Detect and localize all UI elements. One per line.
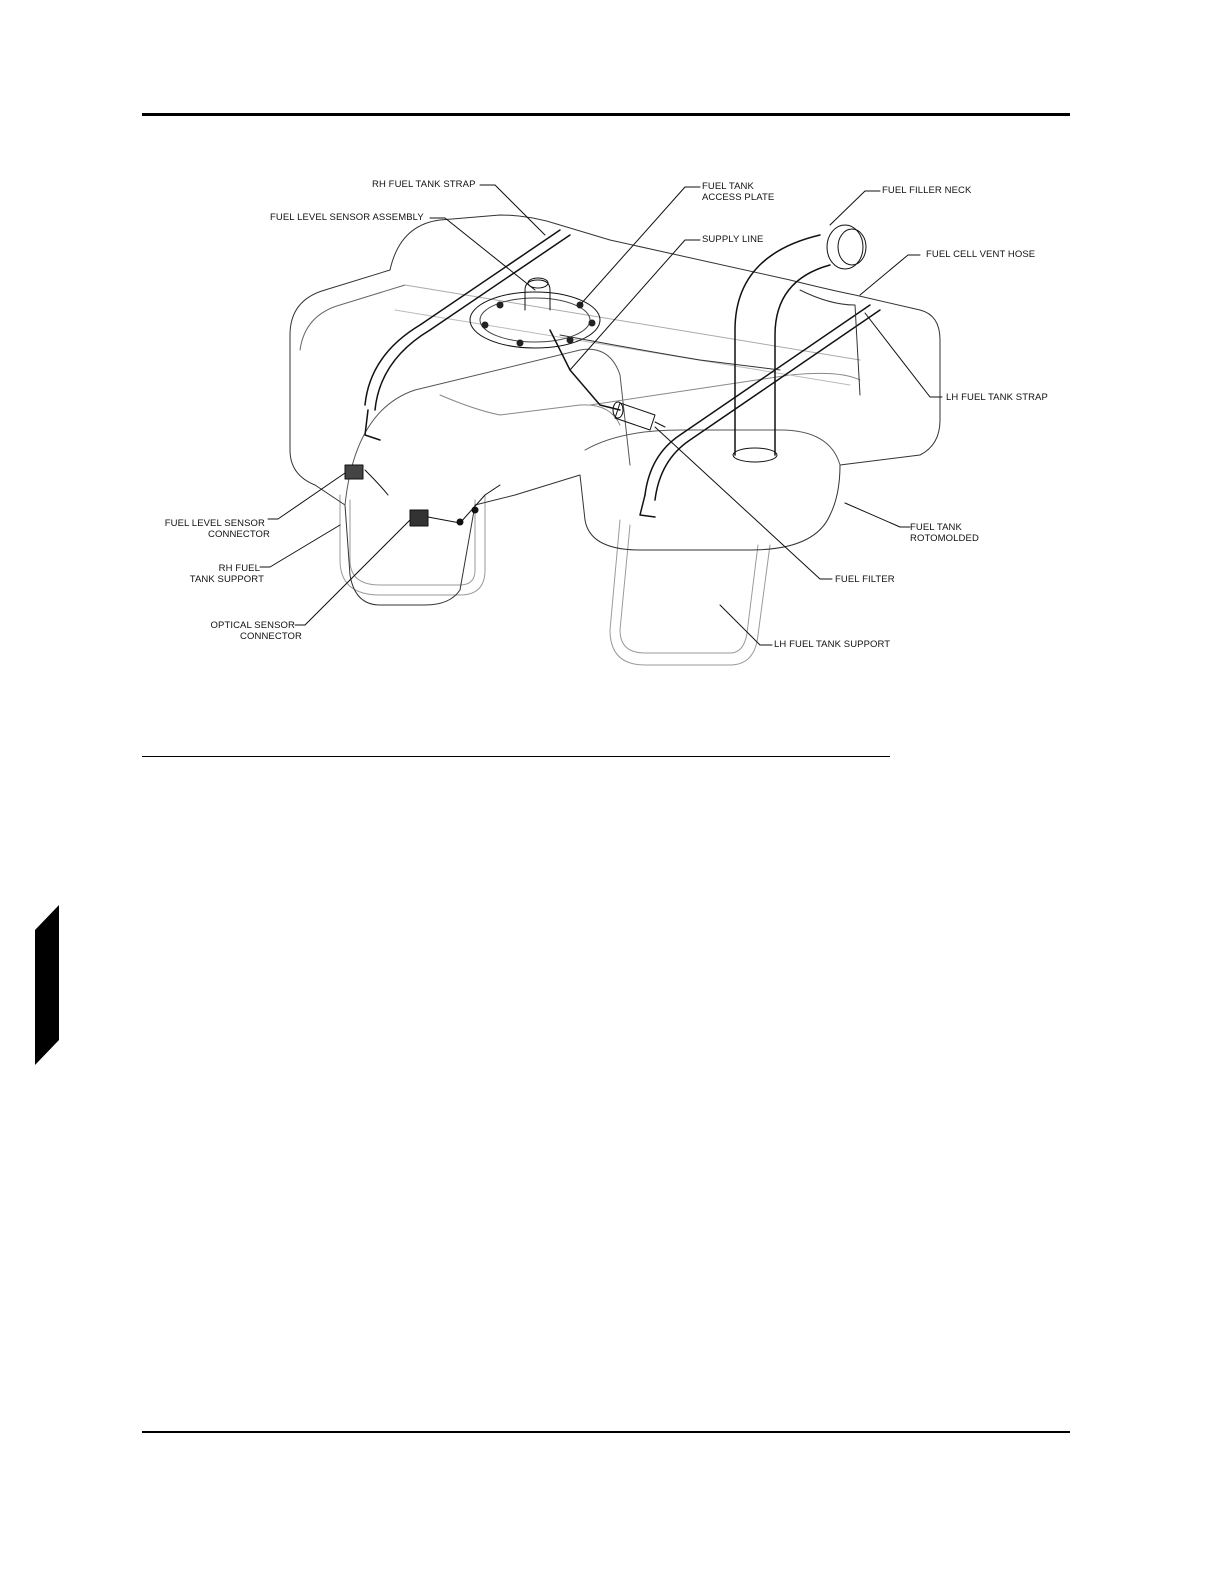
label-fuel-tank-rotomolded-1: FUEL TANK [910,522,962,533]
rh-tank-strap-drawing [365,230,570,440]
label-supply-line: SUPPLY LINE [702,234,764,245]
label-fuel-filter: FUEL FILTER [835,574,895,585]
label-fuel-level-sensor-assembly: FUEL LEVEL SENSOR ASSEMBLY [270,212,424,223]
label-fuel-cell-vent-hose: FUEL CELL VENT HOSE [926,249,1036,260]
label-fuel-tank-access-plate-1: FUEL TANK [702,181,754,192]
label-lh-fuel-tank-support: LH FUEL TANK SUPPORT [774,639,891,650]
label-fuel-tank-access-plate-2: ACCESS PLATE [702,192,775,203]
label-fuel-level-sensor-connector-2: CONNECTOR [208,529,270,540]
label-fuel-tank-rotomolded-2: ROTOMOLDED [910,533,979,544]
label-rh-fuel-tank-strap: RH FUEL TANK STRAP [372,179,476,190]
lh-tank-strap-drawing [640,305,880,517]
fuel-tank-illustration [140,165,1080,685]
footer-rule [142,1431,1070,1433]
label-optical-sensor-connector-2: CONNECTOR [240,631,302,642]
label-fuel-level-sensor-connector-1: FUEL LEVEL SENSOR [164,518,265,529]
supply-line-drawing [550,330,620,410]
access-plate-icon [470,278,600,348]
label-lh-fuel-tank-strap: LH FUEL TANK STRAP [946,392,1048,403]
figure-separator-rule [142,756,890,757]
lh-tank-support-drawing [610,520,770,665]
fuel-filler-neck-icon [733,225,866,462]
fuel-filter-icon [613,402,665,430]
label-optical-sensor-connector-1: OPTICAL SENSOR [210,620,295,631]
tank-body-drawing [290,215,940,605]
header-rule [142,113,1070,116]
harness-drawing [345,465,500,526]
label-fuel-filler-neck: FUEL FILLER NECK [882,185,972,196]
fuel-tank-figure [140,165,1080,685]
label-rh-fuel-tank-support-2: TANK SUPPORT [189,574,264,585]
label-rh-fuel-tank-support-1: RH FUEL [218,563,260,574]
section-tab-marker [35,905,59,1065]
